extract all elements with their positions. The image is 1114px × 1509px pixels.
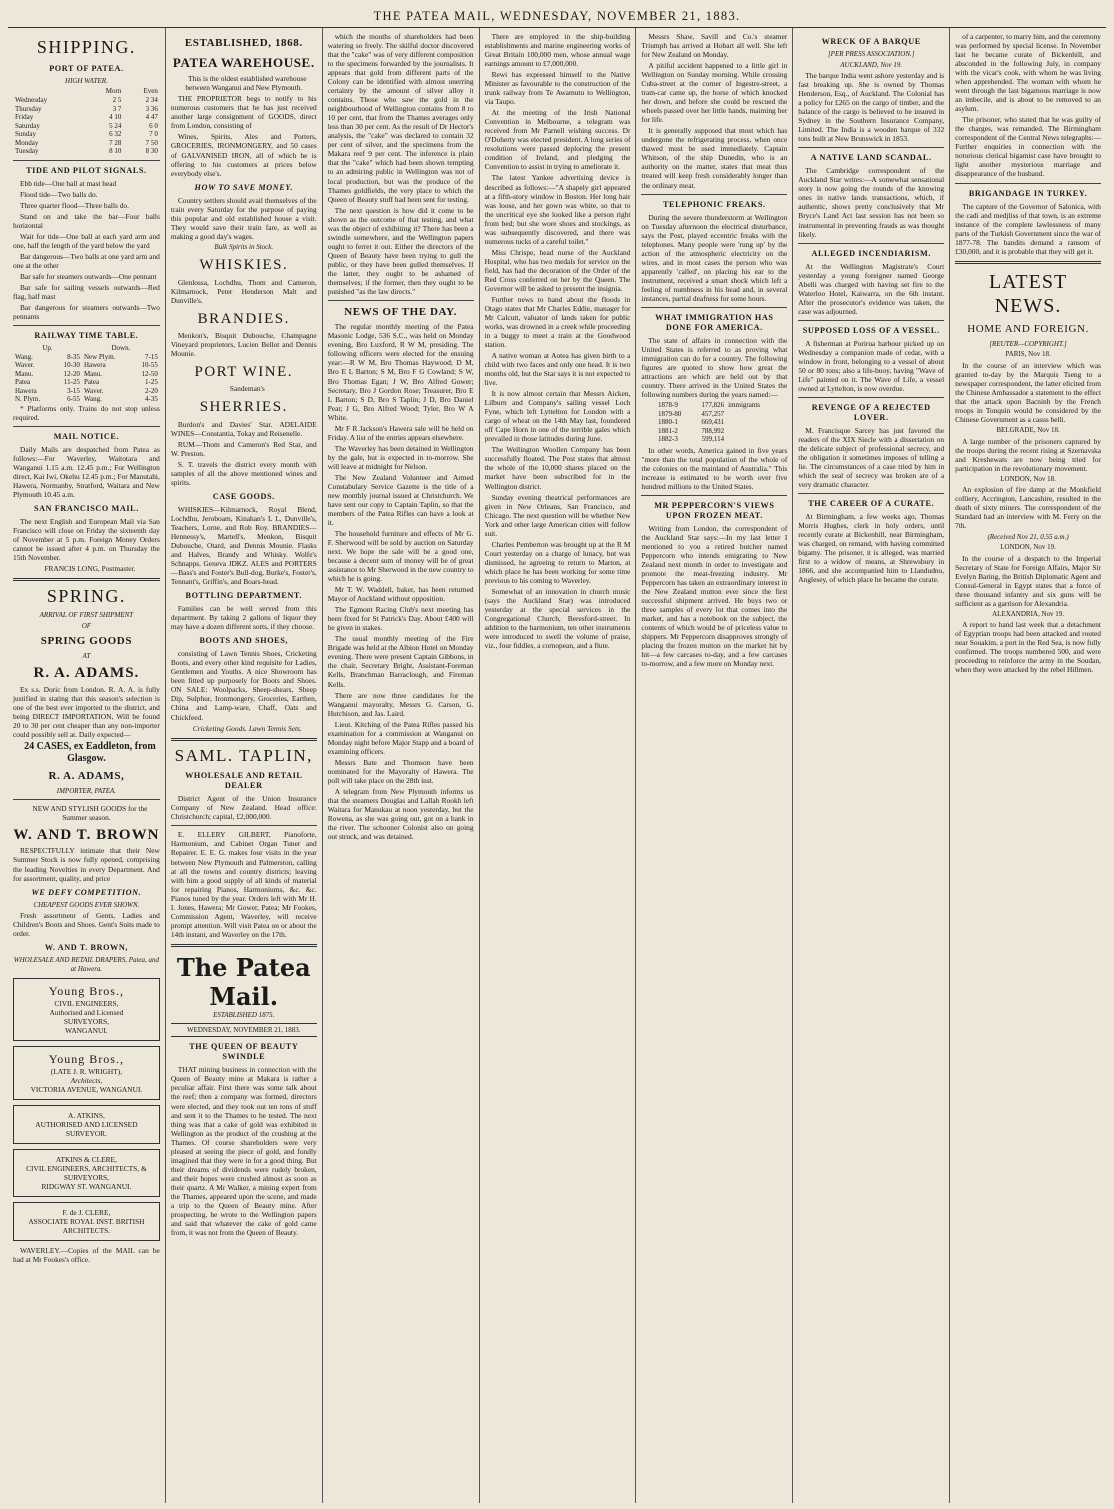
waverley-notice: WAVERLEY.—Copies of the MAIL can be had at Mr Fookes's office. [13, 1246, 160, 1265]
young-bros-sub4: WANGANUI. [65, 1025, 108, 1035]
port-wine-heading: PORT WINE. [194, 364, 294, 381]
spring-of: OF [81, 621, 92, 630]
adams-signature-sub: IMPORTER, PATEA. [56, 786, 117, 795]
clere-ad [13, 1202, 160, 1241]
news-item: The Wellington Woollen Company has been successfully floated. The Post states that almost the whole of the 10,000 shares placed on the market have been subscribed for in the Wellington district. [484, 445, 631, 491]
wreck-text: The barque India went ashore yesterday and is fast breaking up. She is owned by Thomas Henderson, Esq., of Auckland. The Colonial has a policy for £265 on the cargo of timber, and the balance of the cargo is believed to be insured in Sydney in the Southern Insurance Company, Limited. The India is a wooden barque of 332 tons built at New Brunswick in 1853. [798, 71, 945, 144]
young-bros-engineers-ad [13, 978, 160, 1041]
spring-at: AT [82, 651, 91, 660]
wreck-place: AUCKLAND, Nov 19. [840, 60, 903, 69]
mail-heading: MAIL NOTICE. [53, 431, 120, 441]
bulk-spirits: Bulk Spirits in Stock. [214, 242, 274, 251]
tide-row: Tuesday 8 10 8 30 [15, 147, 158, 156]
bottling-heading: BOTTLING DEPARTMENT. [185, 591, 303, 601]
home-foreign-heading: HOME AND FOREIGN. [967, 323, 1089, 336]
gilbert-text: E. ELLERY GILBERT, Pianoforte, Harmonium, and Cabinet Organ Tuner and Repairer. E. E. G. makes four visits in the year between New Plymouth and Palmerston, calling at all the towns and country districts; leaving with him a good supply of all kinds of material for repairing Pianos, Harmoniums, &c. &c. Pianos tuned by the year. Orders left with Mr H. I. Jones, Hawera; Mr Gower, Patea; Mr Fookes, Commission Agent, Waverley, will receive prompt attention. Will visit Patea on or about the 14th instant, and Waverley on the 17th. [170, 830, 317, 939]
land-scandal-text: The Cambridge correspondent of the Auckland Star writes:—A somewhat sensational story is now going the rounds of the knowing ones in native lands transactions, which, if authentic, shows pretty conclusively that Mr Bryce's Land Act last session has not been so instrumental in preventing frauds as was thought likely. [798, 166, 945, 239]
column-4 [479, 28, 636, 1503]
brown-text: RESPECTFULLY intimate that their New Summer Stock is now fully opened, comprising the leading Novelties in every Department. And for assortment, quality, and price [13, 846, 160, 883]
belgrade-text: A large number of the prisoners captured by the troops during the recent rising at Szernavska and Kreshewats are now being tried for participation in the revolutionary movement. [955, 436, 1101, 473]
high-water-label: HIGH WATER. [65, 76, 108, 85]
news-item: Messrs Bate and Thomson have been nominated for the Mayoralty of Hawera. The poll will take place on the 28th inst. [327, 757, 474, 785]
signals-heading: TIDE AND PILOT SIGNALS. [26, 165, 147, 175]
queen-text: THAT mining business in connection with the Queen of Beauty mine at Makara is rather a peculiar affair. First there was some talk about the reef; then a company was formed, directors were elected, and they took out ten tons of stuff and sent it to the Thames to be tested. The next thing was that a cake of gold was exhibited in Wellington as the product of the crushing at the Thames. Of course shareholders were very pleased at seeing the piece of gold, and fondly imagined that they were in for a good thing. But their dreams of dividends were rudely broken, and their hopes were crushed almost as soon as their quartz. A Mr Walker, a mining expert from the Thames, appeared upon the scene, and made a trip to the Queen of Beauty mine. After prospecting, he wrote to the Wellington papers and said that whatever the cake of gold came from, it was not from the Queen of Beauty. [170, 1065, 317, 1237]
young-bros-architects-ad [13, 1046, 160, 1100]
vessel-text: A fisherman at Porirua harbour picked up on Wednesday a companion made of cedar, with a window in front, belonging to a vessel of about 50 or 80 tons; also a life-buoy, having "Wave of Life" painted on it. The Wave of Life, a vessel owned at Lyttelton, is now overdue. [798, 338, 945, 393]
atkins-clere-sub2: RIDGWAY ST. WANGANUI. [41, 1181, 132, 1191]
nameplate-sub: ESTABLISHED 1875. [213, 1011, 275, 1020]
news-item: The Egmont Racing Club's next meeting has been fixed for St Patrick's Day. About £400 will be given in stakes. [327, 605, 474, 633]
tide-row: Saturday 5 24 6 0 [15, 121, 158, 130]
tide-row: Thursday 3 7 3 36 [15, 104, 158, 113]
signal-item: Bar dangerous—Two balls at one yard arm and one at the other [13, 251, 160, 270]
sf-mail-text: The next English and European Mail via San Francisco will close on Friday the sixteenth day of November at 5 p.m. Foreign Money Orders cannot be issued after 4 p.m. on Thursday the 15th November. [13, 517, 160, 563]
news-item: There are employed in the ship-building establishments and marine engineering works of Great Britain 100,000 men, whose annual wage earnings amount to £7,000,000. [484, 32, 631, 69]
london-text-2: In the course of a despatch to the Imperial Secretary of State for Foreign Affairs, Major Sir Evelyn Baring, the British Diplomatic Agent and Consul-General in Egypt states that a force of three thousand infantry and six guns will be sufficient as a garrison for Alexandria. [955, 553, 1101, 608]
dateline-london: LONDON, Nov 18. [1000, 474, 1056, 483]
case-goods-text: WHISKIES—Kilmarnock, Royal Blend, Lochdhu, Jeroboam, Kinahan's L L, Dunville's, Teachers, Lorne, and Rob Roy. BRANDIES—Hennessy's, Martell's, Menkon, Bisquit Dubouche, Otard, and Dennis Mounie. Flasks and Halves, Brandy and Whisky. Wolfe's Schnapps. Geneva JDKZ. ALES and PORTERS—Bass's and Foster's Bull-dog, Burke's, Foster's, Tennant's, Griffin's, and Boars-head. [170, 504, 317, 587]
news-item: The regular monthly meeting of the Patea Masonic Lodge, 536 S.C., was held on Monday evening, Bro Luxford, R W M, presiding. The following officers were elected for the ensuing year:—R W M, Bro Thomas Haywood; D M, Bro E L Barton; S M, Bro F G Cowland; S W, Bro Thomas Egan; J W, Bro Alfred Gower; Secretary, Bro J Gordon Rose; Treasurer, Bro E L Barton; S D, Bro S Taplin; J D, Bro Daniel Peat; J G, Bro Alfred Wood; Tyler, Bro W A White. [327, 322, 474, 422]
news-item: At the meeting of the Irish National Convention in Melbourne, a telegram was received from Mr Parnell wishing success. Dr O'Doherty was elected president. A long series of resolutions were passed deploring the present condition of Ireland, and pledging the Convention to assist in trying to ameliorate it. [484, 108, 631, 172]
wines-text: Wines, Spirits, Ales and Porters, GROCERIES, IRONMONGERY, and 50 cases of GALVANISED IRON, all of which he is offering to his customers at prices below everybody else's. [170, 132, 317, 178]
young-bros-architects-sub3: VICTORIA AVENUE, WANGANUI. [30, 1084, 143, 1094]
peppercorn-heading: MR PEPPERCORN'S VIEWS UPON FROZEN MEAT. [654, 500, 775, 520]
queen-heading: THE QUEEN OF BEAUTY SWINDLE [189, 1042, 299, 1062]
column-1 [8, 28, 165, 1503]
proprietor-text: THE PROPRIETOR begs to notify to his numerous customers that he has just received another large consignment of GOODS, direct from London, consisting of [170, 94, 317, 131]
taplin-name: SAML. TAPLIN, [174, 745, 313, 765]
port-wine-text: Sandeman's [229, 384, 265, 394]
masthead-title: THE PATEA MAIL, WEDNESDAY, NOVEMBER 21, 1883. [373, 9, 741, 23]
railway-row: Hawera 3-15 Waver. 2-20 [15, 386, 158, 395]
young-bros-architects-name: Young Bros., [48, 1052, 124, 1066]
dateline: WEDNESDAY, NOVEMBER 21, 1883. [171, 1023, 317, 1038]
column-6 [792, 28, 949, 1503]
news-item: The Waverley has been detained in Wellington by the gale, but is expected in to-morrow. She will leave at midnight for Nelson. [327, 443, 474, 471]
whiskies-text: Glenlossa, Lochdhu, Thom and Cameron, Kilmarnock, Peter Henderson Malt and Dunville's. [170, 277, 317, 305]
spring-heading: SPRING. [46, 586, 126, 607]
incendiarism-heading: ALLEGED INCENDIARISM. [811, 248, 931, 258]
revenge-heading: REVENGE OF A REJECTED LOVER. [811, 402, 931, 422]
railway-down-header: Down. [111, 344, 131, 353]
spring-goods: SPRING GOODS [40, 635, 133, 648]
signal-item: Flood tide—Two balls do. [20, 189, 98, 199]
curate-continued-2: The prisoner, who stated that he was guilty of the charges, was remanded. The Birmingham correspondent of the Central News telegraphs:—Further enquiries in connection with the notorious clerical bigamist case have brought to light another mysterious marriage and disappearance of the husband. [955, 115, 1101, 179]
defy-competition: WE DEFY COMPETITION. [31, 887, 142, 897]
sf-mail-heading: SAN FRANCISCO MAIL. [33, 504, 139, 514]
brown-name: W. AND T. BROWN [13, 827, 160, 844]
alexandria-text: A report to hand last week that a detachment of Egyptian troops had been attacked and routed near Souakim, a port in the Red Sea, is now fully confirmed. The troops numbered 500, and were proceeding to reinforce the army in the Soudan, when they were attacked by the rebel Hillmen. [955, 620, 1101, 675]
sherries-text: Burdon's and Davies' Star. ADELAIDE WINES—Constantia, Tokay and Reisenelle. [170, 419, 317, 438]
save-money-text: Country settlers should avail themselves of the train every Saturday for the purpose of paying this popular and old established house a visit. They would save their train fare, as well as making a good day's wages. [170, 195, 317, 241]
atkins-name: A. ATKINS, [68, 1110, 105, 1120]
signal-item: Bar safe for steamers outwards—One pennant [20, 272, 157, 282]
table-row: 1880-1 669,431 [658, 418, 725, 427]
signal-item: Wait for tide—One ball at each yard arm and one, half the length of the yard below the yard [13, 231, 160, 250]
adams-text: Ex s.s. Doric from London. R. A. A. is fully justified in stating that this season's selection is one of the best ever imported to the district, and being DIRECT IMPORTATION, Will be found 20 to 30 per cent cheaper than any non-importer could possibly sell at. Daily expected— [13, 684, 160, 739]
adams-name: R. A. ADAMS. [33, 665, 140, 682]
taplin-text: District Agent of the Union Insurance Company of New Zealand. Head office: Christchurch; capital, £2,000,000. [170, 794, 317, 822]
dateline-paris: PARIS, Nov 18. [1005, 350, 1051, 359]
railway-row: Waver. 10-30 Hawera 10-55 [15, 361, 158, 370]
railway-table [13, 344, 160, 404]
atkins-clere-sub: CIVIL ENGINEERS, ARCHITECTS, & SURVEYORS, [26, 1163, 147, 1182]
immigration-text-2: In other words, America gained in five years "more than the total population of the whole of the colonies on the mainland of Australia." This increase is estimated to be worth over five hundred millions to the United States. [641, 445, 788, 491]
railway-heading: RAILWAY TIME TABLE. [34, 331, 139, 341]
taplin-sub: WHOLESALE AND RETAIL DEALER [185, 771, 303, 791]
news-item: It is generally supposed that most which has undergone the refrigerating process, when once thawed must be used immediately. Captain Whitson, of the ship Dunedin, who is an authority on the matter, states that meat thus treated will keep fresh considerably longer than the ordinary meat. [641, 126, 788, 190]
news-item: A pitiful accident happened to a little girl in Wellington on Sunday morning. While crossing Cuba-street at the corner of Ingestre-street, a tram-car came up, the horse of which knocked her down, and before she could be rescued the wheels passed over her little hands, maiming her for life. [641, 61, 788, 125]
stylish-goods: NEW AND STYLISH GOODS for the Summer season. [32, 804, 148, 823]
columns [8, 28, 1106, 1503]
news-item: Sunday evening theatrical performances are given in New Orleans, San Francisco, and Chicago. The next question will be whether New York and other large American cities will follow suit. [484, 492, 631, 538]
land-scandal-heading: A NATIVE LAND SCANDAL. [810, 153, 932, 163]
tide-row: Friday 4 10 4 47 [15, 113, 158, 122]
column-7 [949, 28, 1106, 1503]
brandies-heading: BRANDIES. [197, 310, 290, 327]
column-3 [322, 28, 479, 1503]
news-item: Further news to hand about the floods in Otago states that Mr Charles Eddie, manager for Mr Calcutt, valuator of lands taken for public works, was drowned in a creek while proceeding in a buggy to meet a train at the Goodwood station. [484, 294, 631, 350]
cases-text: 24 CASES, ex Eaddleton, from Glasgow. [24, 740, 156, 764]
save-money-heading: HOW TO SAVE MONEY. [194, 182, 293, 192]
tide-row: Sunday 6 32 7 0 [15, 130, 158, 139]
whiskies-heading: WHISKIES. [199, 257, 289, 274]
railway-row: Manu. 12-20 Manu. 12-50 [15, 369, 158, 378]
brandies-text: Menkon's, Bisquit Dubouche, Champagne Vineyard proprietors, Lucien Bellot and Dennis Mounie. [170, 330, 317, 359]
news-of-the-day-heading: NEWS OF THE DAY. [344, 305, 457, 318]
brown-signature: W. AND T. BROWN, [44, 943, 128, 953]
boots-heading: BOOTS AND SHOES, [199, 636, 289, 646]
table-row: 1878-9 177,826 immigrants [658, 401, 761, 410]
clere-name: F. de J. CLERE, [62, 1207, 111, 1217]
clere-sub: ASSOCIATE ROYAL INST. BRITISH ARCHITECTS. [28, 1216, 145, 1235]
warehouse-heading: PATEA WAREHOUSE. [172, 55, 315, 71]
news-item: The usual monthly meeting of the Fire Brigade was held at the Albion Hotel on Monday evening. There were present Captain Gibbons, in the chair, Secretary Bright, Assistant-Foreman Kells, Branchman Barraclough, and Fireman Kells. [327, 634, 474, 689]
brigandage-heading: BRIGANDAGE IN TURKEY. [968, 188, 1088, 198]
paris-text: In the course of an interview which was granted to-day by the Marquis Tseng to a newspaper correspondent, the latter elicited from the Chinese Ambassador a statement to the effect that the attack upon Bacninh by the French troops in Tonquin would be considered by the Chinese Government as a casus belli. [955, 360, 1101, 425]
young-bros-sub: CIVIL ENGINEERS, [54, 998, 119, 1008]
news-item: There are now three candidates for the Wanganui mayoralty, Messrs G. Carson, G. Hutchison, and Jas. Laird. [327, 690, 474, 718]
column-5 [635, 28, 792, 1503]
news-item: The household furniture and effects of Mr G. F. Sherwood will be sold by auction on Saturday next. We hope the sale will be a good one, because a decent sum of money will be of great assistance to Mr Sherwood in the new country to which he is going. [327, 529, 474, 584]
adams-signature: R. A. ADAMS, [48, 770, 125, 783]
tide-header-even: Even [143, 87, 158, 96]
mail-text: Daily Mails are despatched from Patea as follows:—For Waverley, Waitotara and Wanganui 1.15 a.m. 12.45 p.m.; For Wellington direct, Kai Iwi, Okehu 12.45 p.m.; For Manutahi, Hawera, Normanby, Stratford, Waitara and New Plymouth 10.45 a.m. [13, 444, 160, 500]
railway-up-header: Up. [42, 344, 53, 353]
atkins-sub: AUTHORISED AND LICENSED SURVEYOR. [35, 1119, 138, 1138]
railway-row: Wang. 8-35 New Plym. 7-15 [15, 352, 158, 361]
spring-sub: ARRIVAL OF FIRST SHIPMENT [39, 611, 134, 620]
curate-heading: THE CAREER OF A CURATE. [808, 499, 935, 509]
brigandage-text: The capture of the Governor of Salonica, with the cadi and medjliss of that town, is an extreme instance of the complete lawlessness of many parts of the Turkish Government since the war of 1877-78. The bandits demand a ransom of £30,000, and it is probable that they will get it. [955, 201, 1101, 256]
atkins-ad [13, 1105, 160, 1144]
railway-note: * Platforms only. Trains do not stop unless required. [13, 403, 160, 422]
signal-item: Bar dangerous for steamers outwards—Two pennants [13, 303, 160, 322]
dateline-london-2: LONDON, Nov 19. [1000, 543, 1056, 552]
signal-item: Ebb tide—One ball at mast head [20, 178, 117, 188]
cheapest-goods: CHEAPEST GOODS EVER SHOWN. [33, 900, 140, 909]
brown-signature-sub: WHOLESALE AND RETAIL DRAPERS, Patea, and at Hawera. [13, 956, 160, 973]
tide-row: Wednesday 2 5 2 34 [15, 96, 158, 105]
page-masthead [8, 6, 1106, 28]
bottling-text: Families can be well served from this department. By taking 2 gallons of liquor they may have a dozen different sorts, if they choose. [170, 604, 317, 632]
revenge-text: M. Francisque Sarcey has just favored the readers of the XIX Siecle with a dissertation on the delicate subject of professional secrecy, and the obligation it sometimes imposes of telling a lie. The circumstances of a case tried by him in which the seal of secrecy was broken are of a very dramatic character. [798, 425, 945, 490]
dateline-belgrade: BELGRADE, Nov 18. [996, 426, 1060, 435]
case-goods-heading: CASE GOODS. [212, 491, 275, 501]
warehouse-sub: This is the oldest established warehouse between Wanganui and New Plymouth. [185, 74, 307, 93]
latest-news-heading: LATEST NEWS. [988, 270, 1068, 318]
young-bros-architects-sub2: Architects, [70, 1075, 103, 1085]
signal-item: Three quarter flood—Three balls do. [20, 200, 129, 210]
signal-item: Bar safe for sailing vessels outwards—Red flag, half mast [13, 283, 160, 302]
news-item: The New Zealand Volunteer and Armed Constabulary Service Gazette is the title of a new monthly journal issued at Christchurch. We have sent our copy to Captain Taplin, so that the members of the Patea Rifles can have a look at it. [327, 472, 474, 527]
travels-text: S. T. travels the district every month with samples of all the above mentioned wines and spirits. [170, 459, 317, 487]
brown-more: Fresh assortment of Gents, Ladies and Children's Boots and Shoes. Gent's Suits made to order. [13, 911, 160, 939]
peppercorn-text: Writing from London, the correspondent of the Auckland Star says:—In my last letter I mentioned to you a retired butcher named Peppercorn who intends emigrating to New Zealand next month in order to investigate and promote the meat-freezing industry. Mr Peppercorn has taken an extraordinary interest in the New Zealand mutton ever since the first successful shipment arrived. He buys two or three samples of every lot that comes into the market, and has a notebook on the subject, the contents of which would be of priceless value to shippers. Mr Peppercorn disapproves strongly of placing the frozen mutton on the market hit by hit—a few carcases to-day, and a few carcases to-morrow, and a few more on Monday next. [641, 523, 788, 669]
column-2 [165, 28, 322, 1503]
immigration-table [656, 401, 773, 444]
signal-item: Stand on and take the bar—Four balls horizontal [13, 211, 160, 230]
tide-table [13, 87, 160, 155]
dateline-alexandria: ALEXANDRIA, Nov 19. [992, 609, 1065, 618]
immigration-text: The state of affairs in connection with the United States is referred to as proving what immigration can do for a country. The following figures are quoted to show how great the attractions are which are held out by that country. There arrived in the United States the following numbers during the years named:— [641, 335, 788, 400]
news-item: Mr T. W. Waddell, baker, has been returned Mayor of Auckland without opposition. [327, 585, 474, 604]
news-item: It is now almost certain that Messrs Aicken, Lilburn and Company's sailing vessel Loch Fyne, which left Lyttelton for London with a cargo of wheat on the 14th May last, foundered off Cape Horn in one of the terrible gales which prevailed in those latitudes during June. [484, 389, 631, 444]
incendiarism-text: At the Wellington Magistrate's Court yesterday a young foreigner named George Abelli was charged with having set fire to the Waterloo Hotel, Kaiwarra, on the 6th instant. After the prosecutor's evidence was taken, the case was adjourned. [798, 261, 945, 316]
young-bros-architects-sub: (LATE J. R. WRIGHT), [50, 1066, 123, 1076]
news-item: Somewhat of an innovation in church music (says the Auckland Star) was introduced yesterday at the special services in the Congregational Church, Beresford-street. In addition to the harmonium, ten other instruments were introduced to swell the volume of praise, viz., four fiddles, a cornopean, and a flute. [484, 586, 631, 651]
telephonic-text: During the severe thunderstorm at Wellington on Tuesday afternoon the electrical disturbance, says the Post, played eccentric freaks with the telephones. Many people were 'rung up' by the action of the atmospheric electricity on the wires, and in most cases the person who was apparently 'called', on placing his ear to the instrument, received a smart shock which left a feeling of numbness in his head and, in several instances, partial deafness for some hours. [641, 212, 788, 303]
tide-header-morn: Morn [105, 87, 122, 96]
sherries-heading: SHERRIES. [199, 399, 288, 416]
young-bros-sub2: Authorised and Licensed [49, 1007, 124, 1017]
vessel-heading: SUPPOSED LOSS OF A VESSEL. [802, 325, 940, 335]
news-item: Rewi has expressed himself to the Native Minister as favourable to the construction of the trunk railway from Te Awamutu to Wellington, via Taupo. [484, 70, 631, 107]
established-heading: ESTABLISHED, 1868. [184, 37, 303, 49]
atkins-clere-ad [13, 1149, 160, 1197]
young-bros-name: Young Bros., [48, 984, 124, 999]
postmaster: FRANCIS LONG, Postmaster. [44, 564, 136, 574]
table-row: 1881-2 788,992 [658, 426, 725, 435]
table-row: 1882-3 599,114 [658, 435, 725, 444]
news-item: Mr F R Jackson's Hawera sale will be held on Friday. A list of the entries appears elsewhere. [327, 423, 474, 442]
news-item: Lieut. Kitching of the Patea Rifles passed his examination for a commission at Wanganui on Monday night before Major Stapp and a board of examining officers. [327, 719, 474, 756]
news-item: Miss Chrispe, head nurse of the Auckland Hospital, who has two medals for service on the field, has had the decoration of the Order of the Red Cross conferred on her by the Queen. The Governor will be asked to present the insignia. [484, 247, 631, 293]
curate-continued-1: of a carpenter, to marry him, and the ceremony was performed by special license. In November last he became curate of Bickenhill, and absconded in the following July, in company with the vicar's cook, with whom he was living when apprehended. The woman with whom he went through the last bigamous marriage is now an imbecile, and is about to be removed to an asylum. [955, 32, 1101, 114]
reuter-copyright: [REUTER—COPYRIGHT.] [989, 339, 1067, 348]
cricketing-text: Cricketing Goods. Lawn Tennis Sets. [192, 723, 302, 733]
shipping-heading: SHIPPING. [36, 37, 136, 57]
rum-text: RUM—Thom and Cameron's Red Star, and W. Preston. [170, 439, 317, 458]
railway-row: Patea 11-25 Patea 1-25 [15, 378, 158, 387]
wreck-heading: WRECK OF A BARQUE [821, 37, 921, 46]
telephonic-heading: TELEPHONIC FREAKS. [663, 199, 766, 209]
immigration-heading: WHAT IMMIGRATION HAS DONE FOR AMERICA. [655, 312, 774, 332]
news-item: A telegram from New Plymouth informs us that the steamers Douglas and Lallah Rookh left Waitara for Manukau at noon yesterday, but the Rowena, as she was going out, got on a bank in the river. The schooner Colonist also on going out struck, and was detained. [327, 786, 474, 841]
received-note: (Received Nov 21, 0.55 a.m.) [987, 532, 1069, 541]
atkins-clere-name: ATKINS & CLERE, [55, 1154, 117, 1164]
table-row: 1879-80 457,257 [658, 409, 725, 418]
young-bros-sub3: SURVEYORS, [63, 1016, 110, 1026]
wreck-press: [PER PRESS ASSOCIATION.] [827, 50, 915, 58]
queen-continued-2: The next question is how did it come to be shown as the outcome of that testing, and what was the object of exhibiting it? There has been a swindle somewhere, and the Wellington papers ought to ferret it out. Either the directors of the Queen of Beauty have been trying to gull the public, or they have been gulled themselves. If the latter, they ought to be ashamed of themselves; if the former, then they ought to be punished "as the law directs." [327, 205, 474, 296]
nameplate: The Patea Mail. [176, 952, 311, 1012]
news-item: Charles Pemberton was brought up at the R M Court yesterday on a charge of lunacy, but was dismissed, he agreeing to return to Marton, at which place he has been working for some time previous to his coming to Waverley. [484, 539, 631, 585]
boots-text: consisting of Lawn Tennis Shoes, Cricketing Boots, and every other kind requisite for Ladies, Gentlemen and Youths. A nice Showroom has been fitted up purposely for Boots and Shoes. ON SALE: Woolpacks, Sheep-shears, Sheep Dip, Sulphur, Ironmongery, Groceries, Earthen, China and Lamp-ware, Chaff, Oats and Chickfeed. [170, 649, 317, 722]
tide-header-day [13, 87, 85, 96]
news-item: A native woman at Aotea has given birth to a child with two faces and only one head. It is two months old, but the Star says it is not expected to live. [484, 351, 631, 388]
railway-row: N. Plym. 6-55 Wang. 4-35 [15, 395, 158, 404]
news-item: The latest Yankee advertising device is described as follows:—"A shapely girl appeared at a fifth-story window in Boston. Her long hair was loose, and her gown was white, so that to the uncritical eye she looked like a person right from bed; but she wore shoes and stockings, as was subsequently discovered, and there was numerous tucks of a careful toilet." [484, 173, 631, 246]
port-heading: PORT OF PATEA. [49, 63, 124, 73]
news-item: Messrs Shaw, Savill and Co.'s steamer Triumph has arrived at Hobart all well. She left for New Zealand on Monday. [641, 32, 788, 60]
curate-text: At Birmingham, a few weeks ago, Thomas Morris Hughes, clerk in holy orders, until recently curate at Bickenhill, near Birmingham, was charged, on remand, with having committed bigamy. The prisoner, it is alleged, was married first to a widow of means, at Shrewsbury in 1866, and she accompanied him to Llandudno, Anglesey, of which place he became the curate. [798, 512, 945, 585]
tide-row: Monday 7 28 7 50 [15, 138, 158, 147]
queen-continued-1: which the mouths of shareholders had been watering so freely. The skilful doctor discovered that the "cake" was of very different composition to the specimens forwarded by the journalists. It appears that gold from different parts of the Colony can be identified with almost unerring certainty by the amount of silver alloy it contains. Those who saw the gold in the neighbourhood of Wellington contains from 8 to 10 per cent, that from the Thames averages only less than 30 per cent. As the result of Dr Hector's analysis, the "cake" was declared to contain 32 per cent of silver, and the specimens from the Makara reef 9 per cent. The inference is plain that the "cake" which had been shown tempting to an admiring public in Wellington was not of local production, but was the produce of the Thames goldfields, the very place to which the Queen of Beauty stuff had been sent for testing. [327, 32, 474, 204]
london-text: An explosion of fire damp at the Monkfield colliery, Accrington, Lancashire, resulted in the death of sixty miners. The correspondent of the Standard had an interview with M. Ferry on the 7th. [955, 485, 1101, 531]
